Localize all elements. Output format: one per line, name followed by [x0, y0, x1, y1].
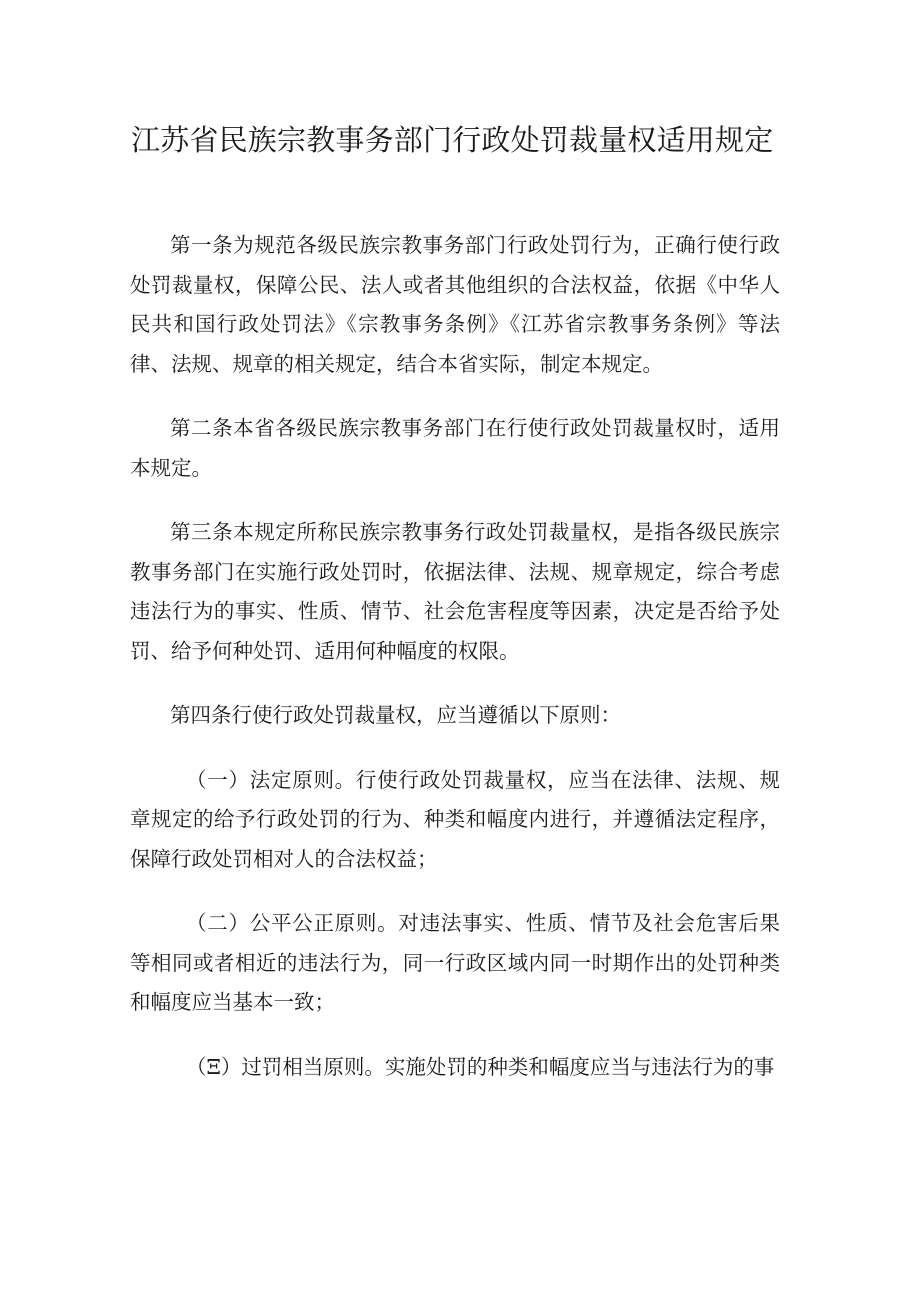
- article-1-paragraph: 第一条为规范各级民族宗教事务部门行政处罚行为，正确行使行政处罚裁量权，保障公民、法人或者其他组织的合法权益，依据《中华人民共和国行政处罚法》《宗教事务条例》《江苏省宗教事务条例》等法律、法规、规章的相关规定，结合本省实际，制定本规定。: [130, 233, 780, 376]
- article-3-paragraph: 第三条本规定所称民族宗教事务行政处罚裁量权，是指各级民族宗教事务部门在实施行政处罚时，依据法律、法规、规章规定，综合考虑违法行为的事实、性质、情节、社会危害程度等因素，决定是否给予处罚、给予何种处罚、适用何种幅度的权限。: [130, 520, 780, 663]
- article-4-paragraph: 第四条行使行政处罚裁量权，应当遵循以下原则：: [170, 703, 621, 727]
- document-title: 江苏省民族宗教事务部门行政处罚裁量权适用规定: [131, 123, 774, 157]
- principle-1-paragraph: （一）法定原则。行使行政处罚裁量权，应当在法律、法规、规章规定的给予行政处罚的行为、种类和幅度内进行，并遵循法定程序，保障行政处罚相对人的合法权益；: [130, 767, 780, 871]
- article-2-paragraph: 第二条本省各级民族宗教事务部门在行使行政处罚裁量权时，适用本规定。: [130, 416, 780, 480]
- principle-2-paragraph: （二）公平公正原则。对违法事实、性质、情节及社会危害后果等相同或者相近的违法行为，同一行政区域内同一时期作出的处罚种类和幅度应当基本一致；: [130, 911, 780, 1014]
- document-body: [130, 226, 780, 1112]
- principle-3-paragraph: （Ξ）过罚相当原则。实施处罚的种类和幅度应当与违法行为的事: [186, 1054, 775, 1079]
